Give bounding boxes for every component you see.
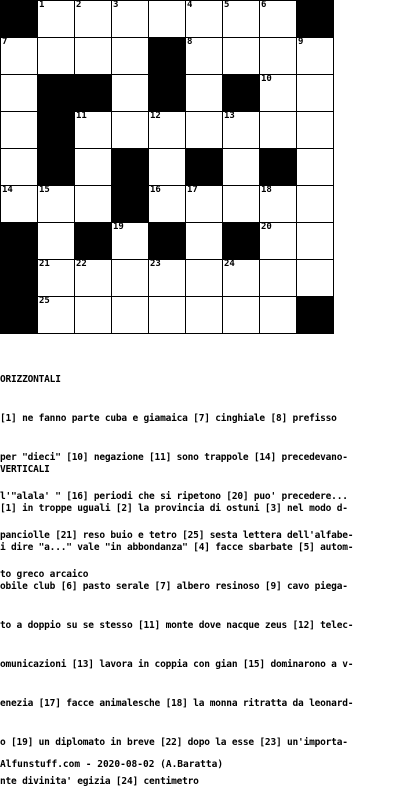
black-square — [38, 75, 75, 112]
crossword-cell[interactable] — [223, 186, 260, 223]
crossword-cell[interactable] — [38, 260, 75, 297]
crossword-cell[interactable] — [75, 112, 112, 149]
crossword-cell[interactable] — [112, 223, 149, 260]
clues-heading-vertical: VERTICALI — [0, 464, 50, 475]
crossword-cell[interactable] — [75, 186, 112, 223]
crossword-grid — [0, 0, 334, 334]
crossword-cell[interactable] — [186, 297, 223, 334]
clue-number: 21 — [39, 259, 50, 269]
crossword-cell[interactable] — [112, 260, 149, 297]
clue-line: to a doppio su se stesso [11] monte dove nacque zeus [12] telec- — [0, 620, 354, 631]
crossword-cell[interactable] — [38, 297, 75, 334]
crossword-cell[interactable] — [38, 223, 75, 260]
clue-line: obile club [6] pasto serale [7] albero resinoso [9] cavo piega- — [0, 581, 348, 592]
black-square — [297, 297, 334, 334]
clue-number: 22 — [76, 259, 87, 269]
clue-line: o [19] un diplomato in breve [22] dopo la esse [23] un'importa- — [0, 737, 348, 748]
crossword-cell[interactable] — [75, 149, 112, 186]
crossword-cell[interactable] — [260, 223, 297, 260]
crossword-cell[interactable] — [149, 297, 186, 334]
crossword-cell[interactable] — [186, 75, 223, 112]
black-square — [75, 75, 112, 112]
crossword-cell[interactable] — [260, 75, 297, 112]
clue-number: 12 — [150, 111, 161, 121]
crossword-cell[interactable] — [260, 1, 297, 38]
clue-line: panciolle [21] reso buio e tetro [25] sesta lettera dell'alfabe- — [0, 530, 354, 541]
crossword-cell[interactable] — [223, 112, 260, 149]
crossword-cell[interactable] — [186, 260, 223, 297]
clue-number: 2 — [76, 0, 82, 10]
crossword-cell[interactable] — [75, 260, 112, 297]
black-square — [38, 149, 75, 186]
black-square — [297, 1, 334, 38]
black-square — [223, 75, 260, 112]
clue-number: 14 — [2, 185, 13, 195]
black-square — [223, 223, 260, 260]
clue-number: 13 — [224, 111, 235, 121]
black-square — [1, 223, 38, 260]
crossword-cell[interactable] — [75, 38, 112, 75]
clue-number: 8 — [187, 37, 193, 47]
clue-number: 20 — [261, 222, 272, 232]
clue-number: 25 — [39, 296, 50, 306]
black-square — [75, 223, 112, 260]
clue-number: 7 — [2, 37, 8, 47]
crossword-cell[interactable] — [112, 112, 149, 149]
clue-number: 4 — [187, 0, 193, 10]
clue-number: 17 — [187, 185, 198, 195]
crossword-cell[interactable] — [75, 1, 112, 38]
clue-number: 10 — [261, 74, 272, 84]
crossword-cell[interactable] — [1, 149, 38, 186]
crossword-cell[interactable] — [38, 186, 75, 223]
black-square — [38, 112, 75, 149]
clue-line: [1] in troppe uguali [2] la provincia di ostuni [3] nel modo d- — [0, 503, 348, 514]
crossword-cell[interactable] — [223, 260, 260, 297]
clue-number: 3 — [113, 0, 119, 10]
black-square — [260, 149, 297, 186]
crossword-cell[interactable] — [186, 38, 223, 75]
footer-credit: Alfunstuff.com - 2020-08-02 (A.Baratta) — [0, 759, 224, 770]
crossword-cell[interactable] — [297, 223, 334, 260]
black-square — [112, 149, 149, 186]
crossword-cell[interactable] — [223, 38, 260, 75]
crossword-cell[interactable] — [297, 112, 334, 149]
crossword-cell[interactable] — [223, 297, 260, 334]
crossword-cell[interactable] — [38, 38, 75, 75]
clue-number: 23 — [150, 259, 161, 269]
black-square — [149, 75, 186, 112]
crossword-cell[interactable] — [38, 1, 75, 38]
crossword-cell[interactable] — [260, 260, 297, 297]
crossword-cell[interactable] — [149, 186, 186, 223]
clue-line: omunicazioni [13] lavora in coppia con gian [15] dominarono a v- — [0, 659, 354, 670]
crossword-cell[interactable] — [260, 186, 297, 223]
crossword-cell[interactable] — [186, 112, 223, 149]
crossword-cell[interactable] — [297, 186, 334, 223]
crossword-cell[interactable] — [75, 297, 112, 334]
crossword-cell[interactable] — [1, 186, 38, 223]
crossword-cell[interactable] — [1, 112, 38, 149]
black-square — [1, 260, 38, 297]
clue-number: 24 — [224, 259, 235, 269]
crossword-cell[interactable] — [223, 149, 260, 186]
clue-number: 9 — [298, 37, 304, 47]
crossword-cell[interactable] — [297, 75, 334, 112]
black-square — [149, 223, 186, 260]
black-square — [1, 297, 38, 334]
clues-vertical — [0, 437, 392, 801]
crossword-cell[interactable] — [149, 112, 186, 149]
clue-line: l'"alala' " [16] periodi che si ripetono [20] puo' precedere... — [0, 491, 348, 502]
clue-number: 5 — [224, 0, 230, 10]
black-square — [1, 1, 38, 38]
black-square — [112, 186, 149, 223]
clue-number: 15 — [39, 185, 50, 195]
crossword-cell[interactable] — [297, 260, 334, 297]
clue-line: [1] ne fanno parte cuba e giamaica [7] cinghiale [8] prefisso — [0, 413, 337, 424]
crossword-cell[interactable] — [260, 38, 297, 75]
crossword-cell[interactable] — [297, 38, 334, 75]
clue-line: nte divinita' egizia [24] centimetro — [0, 776, 199, 787]
crossword-cell[interactable] — [186, 223, 223, 260]
clue-line: to greco arcaico — [0, 569, 89, 580]
clue-number: 11 — [76, 111, 87, 121]
crossword-cell[interactable] — [149, 1, 186, 38]
crossword-cell[interactable] — [112, 38, 149, 75]
clue-number: 6 — [261, 0, 267, 10]
crossword-cell[interactable] — [112, 75, 149, 112]
crossword-cell[interactable] — [149, 149, 186, 186]
black-square — [149, 38, 186, 75]
crossword-cell[interactable] — [112, 297, 149, 334]
crossword-cell[interactable] — [149, 260, 186, 297]
crossword-cell[interactable] — [1, 75, 38, 112]
clues-heading-horizontal: ORIZZONTALI — [0, 374, 61, 385]
crossword-cell[interactable] — [186, 186, 223, 223]
clue-line: enezia [17] facce animalesche [18] la monna ritratta da leonard- — [0, 698, 354, 709]
clue-line: i dire "a..." vale "in abbondanza" [4] facce sbarbate [5] autom- — [0, 542, 354, 553]
clue-line: per "dieci" [10] negazione [11] sono trappole [14] precedevano- — [0, 452, 348, 463]
crossword-cell[interactable] — [260, 112, 297, 149]
crossword-cell[interactable] — [297, 149, 334, 186]
crossword-cell[interactable] — [186, 1, 223, 38]
clue-number: 19 — [113, 222, 124, 232]
crossword-cell[interactable] — [223, 1, 260, 38]
crossword-cell[interactable] — [260, 297, 297, 334]
black-square — [186, 149, 223, 186]
clue-number: 1 — [39, 0, 45, 10]
clue-number: 16 — [150, 185, 161, 195]
clue-number: 18 — [261, 185, 272, 195]
crossword-cell[interactable] — [1, 38, 38, 75]
crossword-cell[interactable] — [112, 1, 149, 38]
